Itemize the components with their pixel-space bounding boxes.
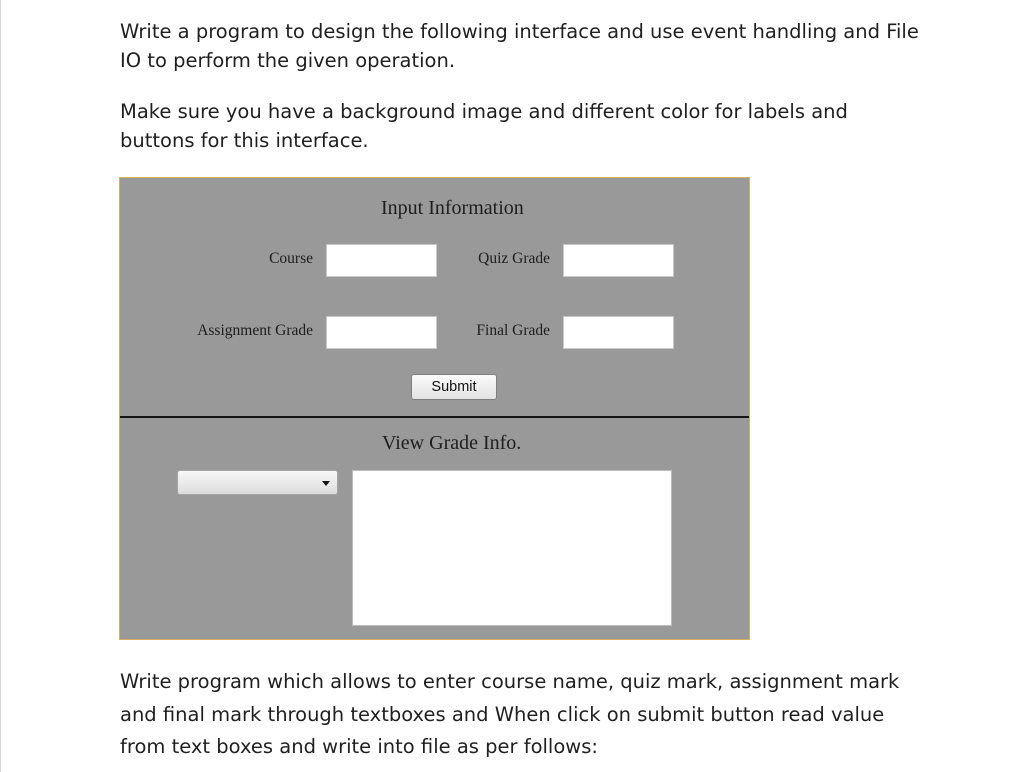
page-edge xyxy=(0,0,1,772)
task-paragraph xyxy=(120,666,899,764)
requirements-line-1: Make sure you have a background image and different color for labels and xyxy=(120,100,848,123)
course-select-dropdown[interactable] xyxy=(177,470,338,495)
view-grade-info-title: View Grade Info. xyxy=(382,432,522,454)
final-grade-label: Final Grade xyxy=(476,322,550,339)
submit-button[interactable]: Submit xyxy=(411,374,497,400)
intro-line-2: IO to perform the given operation. xyxy=(120,49,456,72)
quiz-grade-label: Quiz Grade xyxy=(478,250,550,267)
quiz-grade-input[interactable] xyxy=(563,244,674,277)
grade-info-textarea[interactable] xyxy=(352,470,672,626)
chevron-down-icon xyxy=(322,481,330,486)
section-divider xyxy=(120,416,749,418)
course-input[interactable] xyxy=(326,244,437,277)
requirements-paragraph xyxy=(120,97,848,155)
intro-line-1: Write a program to design the following interface and use event handling and File xyxy=(120,20,919,43)
assignment-grade-label: Assignment Grade xyxy=(197,322,313,339)
task-line-3: from text boxes and write into file as per follows: xyxy=(120,735,598,758)
assignment-grade-input[interactable] xyxy=(326,316,437,349)
intro-paragraph xyxy=(120,17,919,75)
requirements-line-2: buttons for this interface. xyxy=(120,129,369,152)
interface-mockup xyxy=(119,177,750,640)
task-line-2: and final mark through textboxes and When click on submit button read value xyxy=(120,702,885,726)
input-information-title: Input Information xyxy=(381,197,524,219)
course-label: Course xyxy=(269,250,313,267)
final-grade-input[interactable] xyxy=(563,316,674,349)
task-line-1: Write program which allows to enter course name, quiz mark, assignment mark xyxy=(120,670,900,693)
